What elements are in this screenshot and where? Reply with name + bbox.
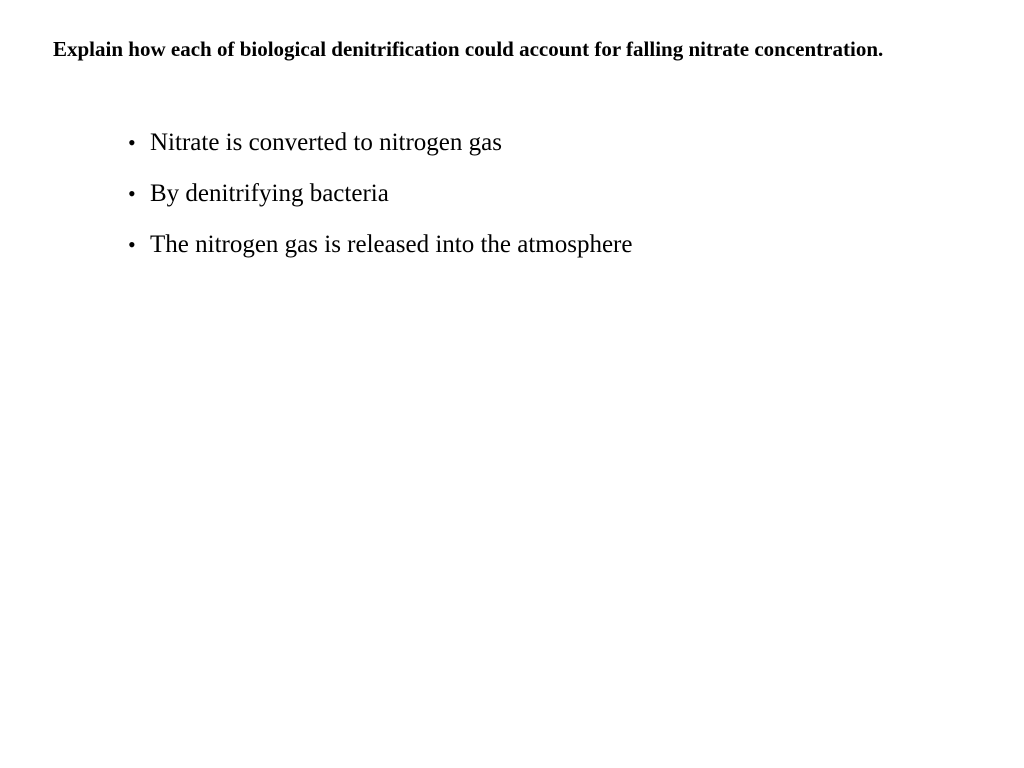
question-heading: Explain how each of biological denitrification could account for falling nitrate concentration. [53, 37, 884, 61]
bullet-icon: • [128, 130, 136, 155]
bullet-icon: • [128, 181, 136, 206]
bullet-text: The nitrogen gas is released into the atmosphere [150, 231, 633, 258]
bullet-icon: • [128, 232, 136, 257]
bullet-item-released-atmosphere [128, 228, 632, 262]
bullet-item-denitrifying-bacteria [128, 177, 632, 211]
bullet-text: Nitrate is converted to nitrogen gas [150, 129, 502, 156]
bullet-text: By denitrifying bacteria [150, 180, 389, 207]
bullet-item-nitrate-converted [128, 126, 632, 160]
answer-bullet-list [128, 126, 632, 279]
